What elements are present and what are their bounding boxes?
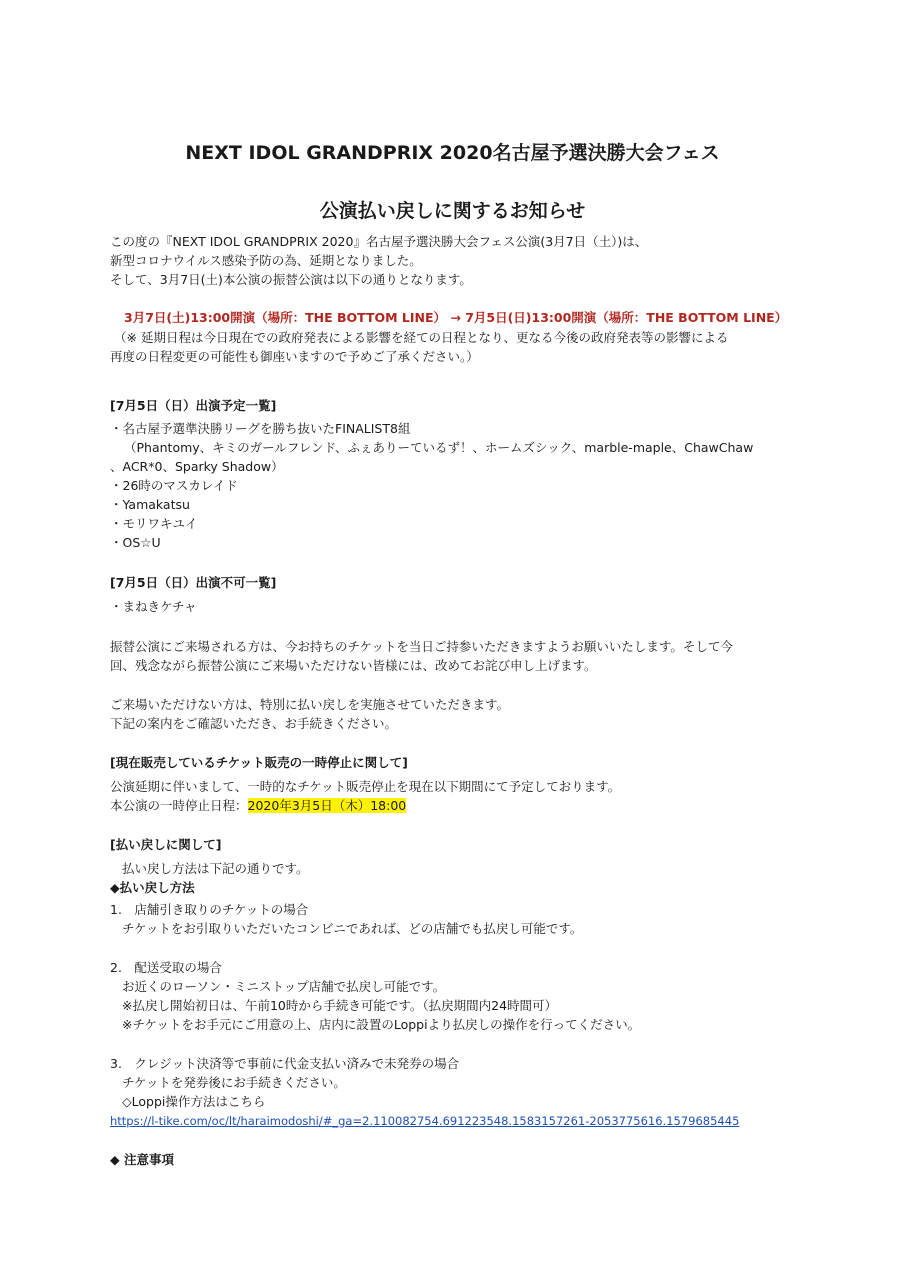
loppi-link[interactable]: https://l-tike.com/oc/lt/haraimodoshi/#_ga=2.110082754.691223548.1583157261-2053775616.1579685445 [110,1114,740,1128]
method2-line: ※チケットをお手元にご用意の上、店内に設置のLoppiより払戻しの操作を行ってください。 [122,1017,641,1032]
performer-item: ・OS☆U [110,535,161,550]
method2-line: ※払戻し開始初日は、午前10時から手続き可能です。（払戻期間内24時間可） [122,998,558,1013]
suspension-date-label: 本公演の一時停止日程： [110,798,248,813]
suspension-heading: [現在販売しているチケット販売の一時停止に関して] [110,755,408,770]
method3-line: ◇Loppi操作方法はこちら [122,1094,266,1109]
performer-item: （Phantomy、キミのガールフレンド、ふぇありーているず！、ホームズシック、marble-maple、ChawChaw [124,440,754,455]
method3-line: チケットを発券後にお手続きください。 [122,1075,346,1090]
refund-heading: [払い戻しに関して] [110,837,222,852]
method1-text: チケットをお引取りいただいたコンビニであれば、どの店舗でも払戻し可能です。 [122,921,583,936]
paragraph-line: ご来場いただけない方は、特別に払い戻しを実施させていただきます。 [110,697,510,712]
suspension-date: 2020年3月5日（木）18:00 [247,798,407,813]
performer-item: ・名古屋予選準決勝リーグを勝ち抜いたFINALIST8組 [110,421,411,436]
performers-heading: [7月5日（日）出演予定一覧] [110,398,277,413]
notes-heading: ◆ 注意事項 [110,1152,174,1167]
method3-title: 3. クレジット決済等で事前に代金支払い済みで未発券の場合 [110,1056,460,1071]
paragraph-line: 振替公演にご来場される方は、今お持ちのチケットを当日ご持参いただきますようお願いいたします。そして今 [110,639,733,654]
intro-line: この度の『NEXT IDOL GRANDPRIX 2020』名古屋予選決勝大会フェス公演(3月7日（土）)は、 [110,234,648,249]
intro-line: そして、3月7日(土)本公演の振替公演は以下の通りとなります。 [110,272,472,287]
paragraph-line: 回、残念ながら振替公演にご来場いただけない皆様には、改めてお詫び申し上げます。 [110,658,597,673]
method1-title: 1. 店舗引き取りのチケットの場合 [110,902,309,917]
schedule-change: 3月7日(土)13:00開演（場所：THE BOTTOM LINE） → 7月5日(日)13:00開演（場所：THE BOTTOM LINE） [124,310,788,325]
suspension-date-line [110,797,406,814]
paragraph-line: 下記の案内をご確認いただき、お手続きください。 [110,716,398,731]
refund-method-heading: ◆払い戻し方法 [110,880,195,895]
page-subtitle: 公演払い戻しに関するお知らせ [319,200,586,222]
refund-intro: 払い戻し方法は下記の通りです。 [122,861,309,876]
method2-title: 2. 配送受取の場合 [110,960,222,975]
suspension-text: 公演延期に伴いまして、一時的なチケット販売停止を現在以下期間にて予定しております。 [110,779,621,794]
schedule-note-line: （※ 延期日程は今日現在での政府発表による影響を経ての日程となり、更なる今後の政府発表等の影響による [114,330,729,345]
performer-item: 、ACR*0、Sparky Shadow） [110,459,284,474]
absent-item: ・まねきケチャ [110,599,197,614]
performer-item: ・モリワキユイ [110,516,198,531]
performer-item: ・26時のマスカレイド [110,478,238,493]
page-title: NEXT IDOL GRANDPRIX 2020名古屋予選決勝大会フェス [185,142,720,164]
performer-item: ・Yamakatsu [110,497,190,512]
schedule-note-line: 再度の日程変更の可能性も御座いますので予めご了承ください。） [110,349,479,364]
intro-line: 新型コロナウイルス感染予防の為、延期となりました。 [110,253,422,268]
absent-heading: [7月5日（日）出演不可一覧] [110,575,277,590]
method2-line: お近くのローソン・ミニストップ店舗で払戻し可能です。 [122,979,446,994]
